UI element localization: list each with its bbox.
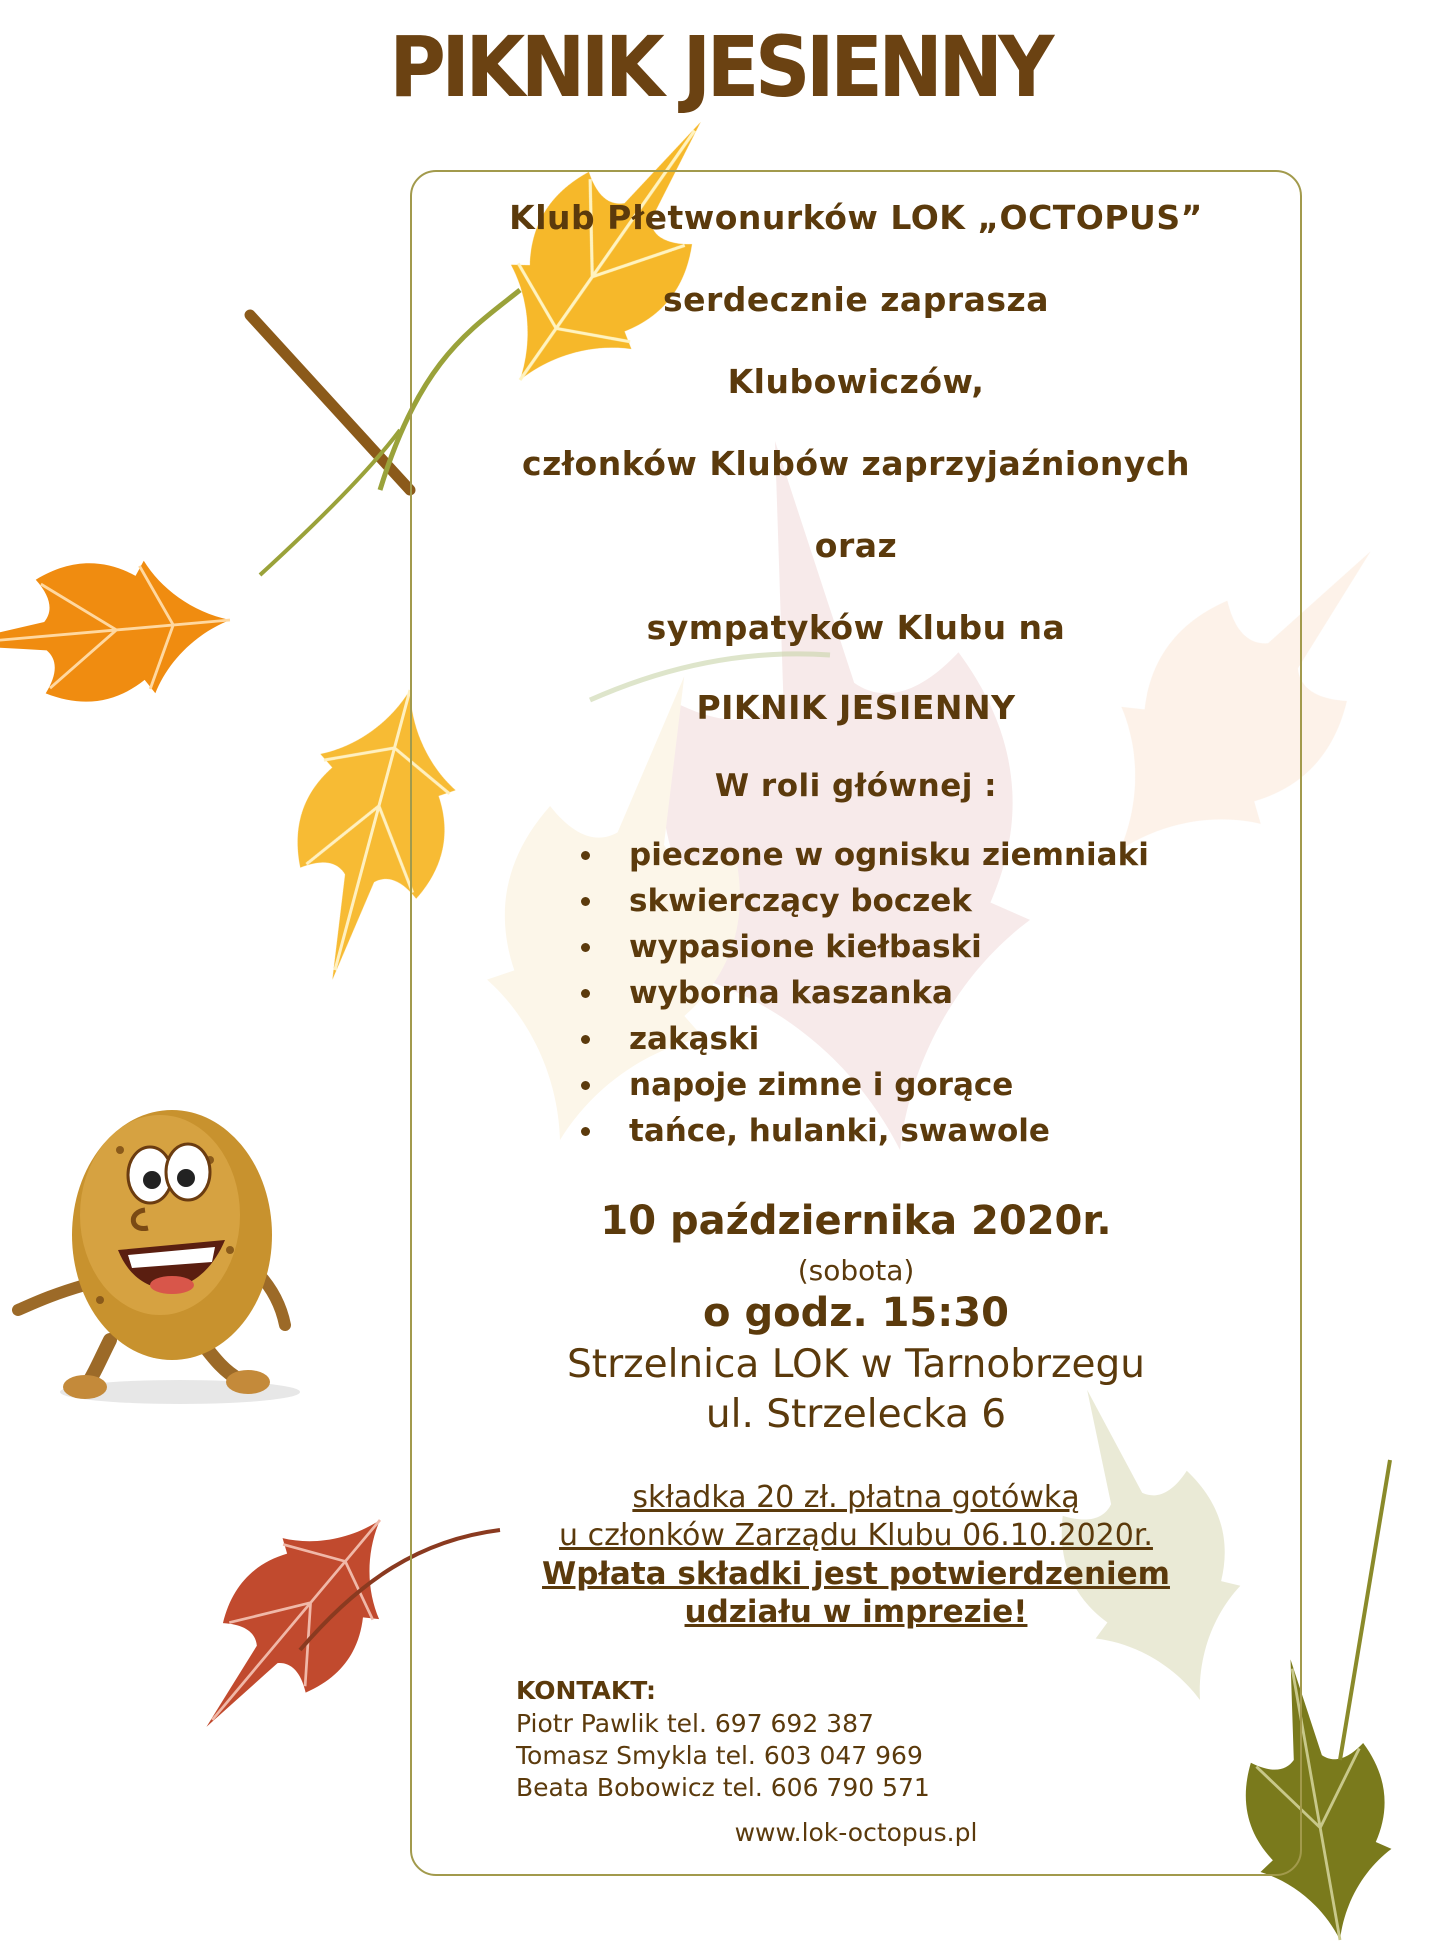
page-title: PIKNIK JESIENNY xyxy=(389,18,1050,116)
guests-members: Klubowiczów, xyxy=(727,362,985,401)
list-item: tańce, hulanki, swawole xyxy=(575,1108,1149,1154)
website-link[interactable]: www.lok-octopus.pl xyxy=(734,1818,978,1847)
list-item: zakąski xyxy=(575,1016,1149,1062)
bullet-icon xyxy=(581,897,590,906)
event-time: o godz. 15:30 xyxy=(703,1290,1009,1336)
contact-heading: KONTAKT: xyxy=(516,1676,656,1705)
event-name: PIKNIK JESIENNY xyxy=(696,688,1016,727)
guests-supporters: sympatyków Klubu na xyxy=(646,608,1066,647)
event-date: 10 października 2020r. xyxy=(600,1198,1112,1244)
potato-mascot xyxy=(18,1110,300,1404)
list-item: wypasione kiełbaski xyxy=(575,924,1149,970)
list-item: wyborna kaszanka xyxy=(575,970,1149,1016)
event-weekday: (sobota) xyxy=(797,1254,915,1287)
orange-leaf-left xyxy=(0,551,236,714)
contact-person: Piotr Pawlik tel. 697 692 387 xyxy=(516,1709,874,1738)
fee-confirmation: Wpłata składki jest potwierdzeniem xyxy=(542,1556,1170,1592)
bullet-icon xyxy=(581,1127,590,1136)
event-address: ul. Strzelecka 6 xyxy=(705,1392,1007,1437)
contact-section xyxy=(516,1674,930,1804)
menu-list xyxy=(575,832,1149,1154)
contact-person: Beata Bobowicz tel. 606 790 571 xyxy=(516,1773,930,1802)
red-leaf-bottom xyxy=(156,1478,430,1769)
bullet-icon xyxy=(581,943,590,952)
bullet-icon xyxy=(581,1081,590,1090)
bullet-icon xyxy=(581,989,590,998)
event-place: Strzelnica LOK w Tarnobrzegu xyxy=(567,1342,1145,1387)
fee-payment-info: u członków Zarządu Klubu 06.10.2020r. xyxy=(559,1518,1153,1553)
invitation-line: serdecznie zaprasza xyxy=(662,280,1049,319)
fee-confirmation-2: udziału w imprezie! xyxy=(684,1594,1028,1630)
list-item: skwierczący boczek xyxy=(575,878,1149,924)
bullet-icon xyxy=(581,851,590,860)
list-item: napoje zimne i gorące xyxy=(575,1062,1149,1108)
contact-person: Tomasz Smykla tel. 603 047 969 xyxy=(516,1741,923,1770)
menu-heading: W roli głównej : xyxy=(714,768,998,804)
bullet-icon xyxy=(581,1035,590,1044)
list-item: pieczone w ognisku ziemniaki xyxy=(575,832,1149,878)
guests-friendly-clubs: członków Klubów zaprzyjaźnionych xyxy=(522,444,1190,483)
conjunction-and: oraz xyxy=(814,526,898,565)
club-name: Klub Płetwonurków LOK „OCTOPUS” xyxy=(509,198,1203,237)
fee-amount: składka 20 zł. płatna gotówką xyxy=(632,1480,1080,1515)
